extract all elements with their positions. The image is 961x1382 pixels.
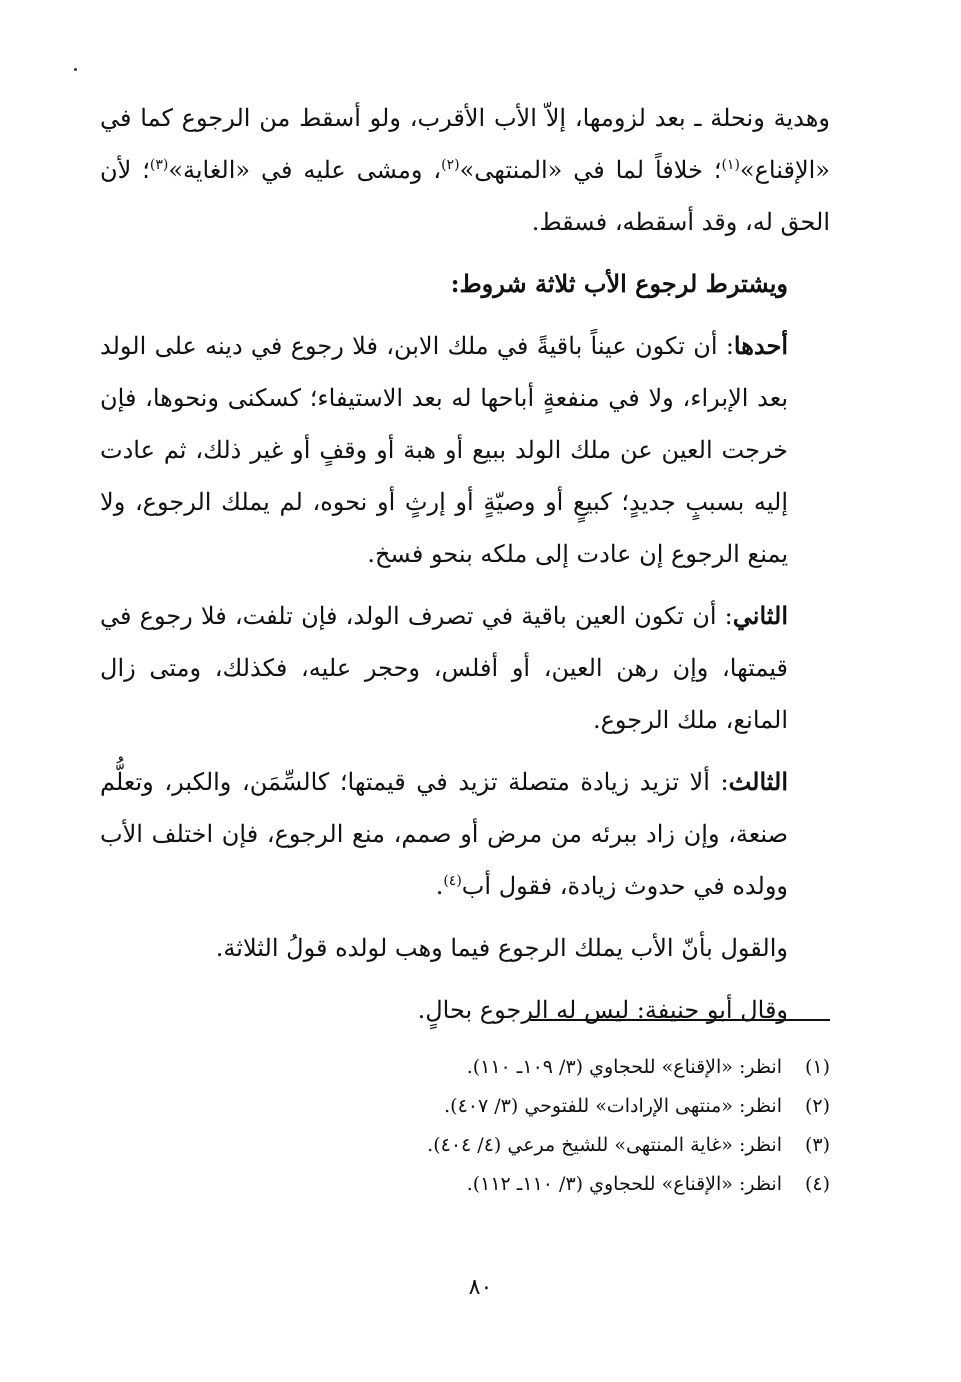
footnotes	[100, 1048, 830, 1204]
footnote-ref-2[interactable]: (٢)	[441, 157, 460, 173]
condition-second	[100, 590, 830, 746]
condition-third-tail: .	[435, 872, 444, 900]
condition-second-text: : أن تكون العين باقية في تصرف الولد، فإن تلفت، فلا رجوع في قيمتها، وإن رهن العين، أو أفلس، وحجر عليه، فكذلك، ومتى زال المانع، ملك الرجوع.	[100, 602, 788, 734]
footnote-1	[100, 1048, 830, 1087]
footnote-text: انظر: «منتهى الإرادات» للفتوحي (٣/ ٤٠٧).	[444, 1095, 782, 1117]
footnote-number: (٣)	[804, 1134, 830, 1156]
footnote-ref-4[interactable]: (٤)	[443, 873, 462, 889]
footnote-divider	[530, 1019, 830, 1021]
intro-text-d: ؛ لأن الحق له، وقد أسقطه، فسقط.	[100, 156, 830, 236]
condition-third-text: : ألا تزيد زيادة متصلة تزيد في قيمتها؛ كالسِّمَن، والكبر، وتعلُّم صنعة، وإن زاد ببرئه من مرض أو صمم، منع الرجوع، فإن اختلف الأب وولده في حدوث زيادة، فقول أب	[100, 768, 788, 900]
condition-first-lead: أحدها	[733, 331, 788, 360]
intro-text-c: ، ومشى عليه في «الغاية»	[168, 156, 442, 184]
condition-second-lead: الثاني	[732, 601, 788, 630]
footnote-4	[100, 1165, 830, 1204]
condition-third	[100, 756, 830, 912]
footnote-text: انظر: «الإقناع» للحجاوي (٣/ ١١٠ـ ١١٢).	[466, 1173, 782, 1195]
main-text	[100, 92, 830, 1036]
footnote-text: انظر: «غاية المنتهى» للشيخ مرعي (٤/ ٤٠٤).	[427, 1134, 782, 1156]
footnote-3	[100, 1126, 830, 1165]
intro-text-b: ؛ خلافاً لما في «المنتهى»	[459, 156, 722, 184]
section-heading: ويشترط لرجوع الأب ثلاثة شروط:	[450, 269, 788, 298]
footnote-text: انظر: «الإقناع» للحجاوي (٣/ ١٠٩ـ ١١٠).	[466, 1056, 782, 1078]
intro-text-a: وهدية ونحلة ـ بعد لزومها، إلاّ الأب الأقرب، ولو أسقط من الرجوع كما في «الإقناع»	[100, 104, 830, 184]
footnote-number: (٤)	[804, 1173, 830, 1195]
condition-first-text: : أن تكون عيناً باقيةً في ملك الابن، فلا رجوع في دينه على الولد بعد الإبراء، ولا في منفعةٍ أباحها له بعد الاستيفاء؛ كسكنى ونحوها، فإن خرجت العين عن ملك الولد ببيع أو هبة أو وقفٍ أو غير ذلك، ثم عادت إليه بسببٍ جديدٍ؛ كبيعٍ أو وصيّةٍ أو إرثٍ أو نحوه، لم يملك الرجوع، ولا يمنع الرجوع إن عادت إلى ملكه بنحو فسخ.	[100, 332, 789, 568]
footnote-ref-3[interactable]: (٣)	[149, 157, 169, 173]
paragraph-three-imams: والقول بأنّ الأب يملك الرجوع فيما وهب لولده قولُ الثلاثة.	[215, 934, 788, 962]
footnote-ref-1[interactable]: (١)	[721, 157, 740, 173]
condition-third-lead: الثالث	[728, 767, 788, 796]
condition-first	[100, 320, 830, 580]
paragraph-intro	[100, 92, 830, 248]
footnote-2	[100, 1087, 830, 1126]
page-number: ٨٠	[468, 1275, 493, 1300]
footnote-number: (١)	[804, 1056, 830, 1078]
paragraph-abu-hanifa: وقال أبو حنيفة: ليس له الرجوع بحالٍ.	[417, 996, 788, 1024]
footnote-number: (٢)	[804, 1095, 830, 1117]
scan-speck	[74, 68, 77, 71]
